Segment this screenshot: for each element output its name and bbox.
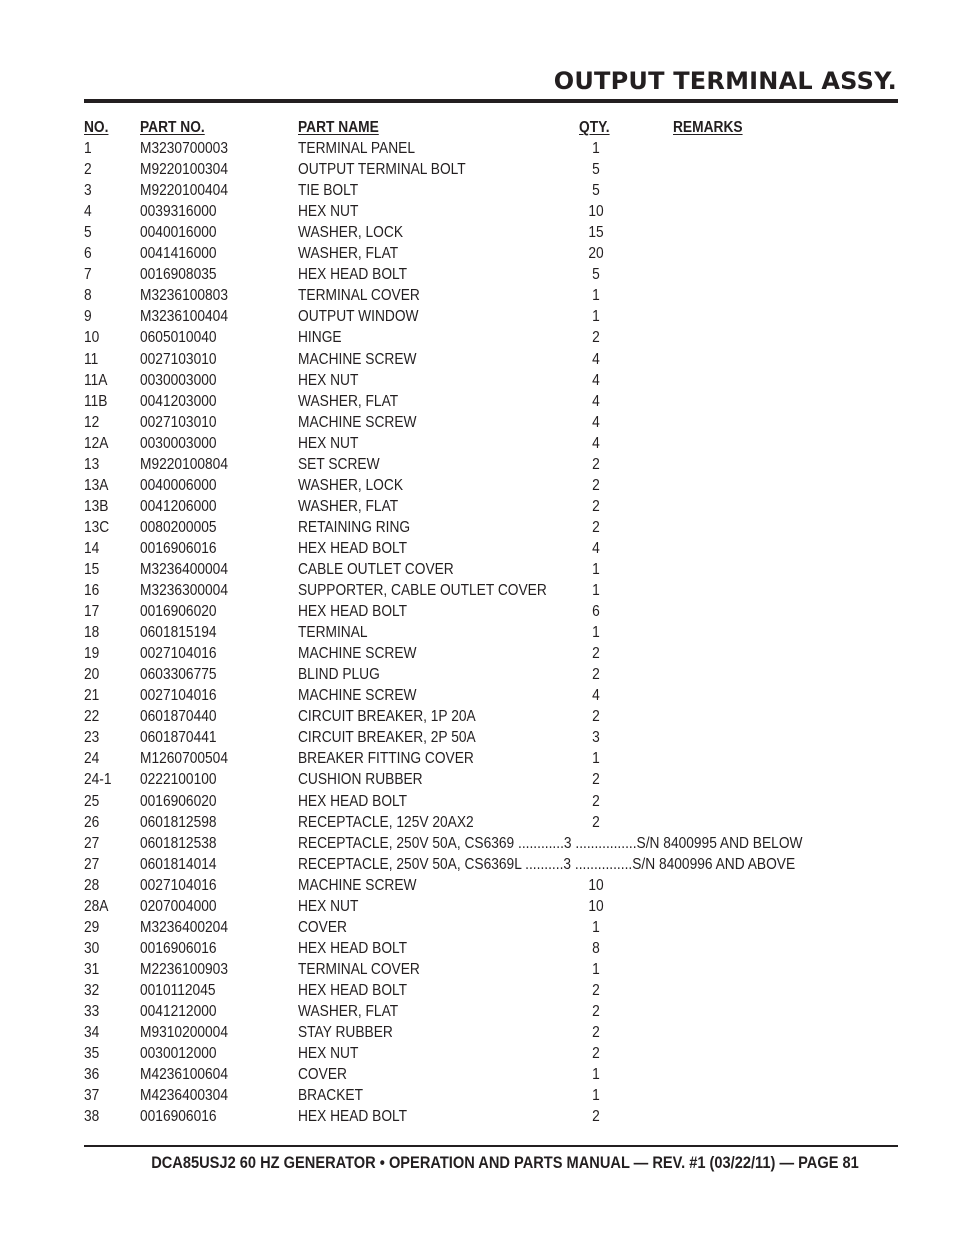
item-number: 38 xyxy=(84,1108,100,1126)
quantity: 2 xyxy=(592,455,600,473)
part-number: M3236400004 xyxy=(140,560,228,578)
quantity: 10 xyxy=(588,203,604,221)
quantity: 5 xyxy=(592,182,600,200)
part-name: WASHER, FLAT xyxy=(298,245,399,263)
item-number: 28 xyxy=(84,876,100,894)
quantity: 1 xyxy=(592,960,600,978)
item-number: 16 xyxy=(84,582,100,600)
part-number: M9220100804 xyxy=(140,455,228,473)
table-row xyxy=(84,833,884,854)
quantity: 2 xyxy=(592,1108,600,1126)
item-number: 13B xyxy=(84,497,109,515)
part-number: 0601870441 xyxy=(140,729,217,747)
quantity: 2 xyxy=(592,666,600,684)
part-name: TIE BOLT xyxy=(298,182,359,200)
title-divider xyxy=(84,99,898,103)
part-name-with-remarks: RECEPTACLE, 250V 50A, CS6369L ..........3 ...............S/N 8400996 AND ABOVE xyxy=(298,855,796,873)
item-number: 12A xyxy=(84,434,109,452)
part-number: 0016906016 xyxy=(140,1108,217,1126)
part-name: RETAINING RING xyxy=(298,518,411,536)
part-name: WASHER, FLAT xyxy=(298,1002,399,1020)
part-name: TERMINAL COVER xyxy=(298,287,420,305)
quantity: 8 xyxy=(592,939,600,957)
item-number: 7 xyxy=(84,266,92,284)
part-name: MACHINE SCREW xyxy=(298,645,417,663)
quantity: 1 xyxy=(592,750,600,768)
item-number: 32 xyxy=(84,981,100,999)
item-number: 29 xyxy=(84,918,100,936)
part-number: M3236100404 xyxy=(140,308,228,326)
table-row xyxy=(84,201,884,222)
table-row xyxy=(84,1001,884,1022)
quantity: 6 xyxy=(592,603,600,621)
quantity: 2 xyxy=(592,329,600,347)
table-row xyxy=(84,706,884,727)
part-name: OUTPUT TERMINAL BOLT xyxy=(298,161,466,179)
part-name: HEX NUT xyxy=(298,434,359,452)
table-row xyxy=(84,138,884,159)
item-number: 24-1 xyxy=(84,771,112,789)
part-number: 0605010040 xyxy=(140,329,217,347)
table-row xyxy=(84,601,884,622)
quantity: 4 xyxy=(592,434,600,452)
part-number: 0601870440 xyxy=(140,708,217,726)
part-name: MACHINE SCREW xyxy=(298,687,417,705)
table-row xyxy=(84,538,884,559)
table-row xyxy=(84,327,884,348)
item-number: 33 xyxy=(84,1002,100,1020)
item-number: 37 xyxy=(84,1087,100,1105)
part-number: 0041203000 xyxy=(140,392,217,410)
part-name: HEX NUT xyxy=(298,897,359,915)
table-row xyxy=(84,243,884,264)
column-header-part-name: PART NAME xyxy=(298,119,379,136)
part-number: M1260700504 xyxy=(140,750,228,768)
item-number: 9 xyxy=(84,308,92,326)
quantity: 4 xyxy=(592,413,600,431)
part-number: M3236100803 xyxy=(140,287,228,305)
item-number: 6 xyxy=(84,245,92,263)
quantity: 2 xyxy=(592,813,600,831)
quantity: 2 xyxy=(592,771,600,789)
quantity: 2 xyxy=(592,1002,600,1020)
quantity: 5 xyxy=(592,266,600,284)
table-row xyxy=(84,412,884,433)
part-name: CIRCUIT BREAKER, 2P 50A xyxy=(298,729,476,747)
part-number: 0016906016 xyxy=(140,939,217,957)
table-row xyxy=(84,496,884,517)
part-number: M9310200004 xyxy=(140,1024,228,1042)
part-name-with-remarks: RECEPTACLE, 250V 50A, CS6369 ............3 ................S/N 8400995 AND BELOW xyxy=(298,834,803,852)
table-row xyxy=(84,643,884,664)
part-number: 0039316000 xyxy=(140,203,217,221)
part-number: 0041212000 xyxy=(140,1002,217,1020)
part-name: COVER xyxy=(298,1066,347,1084)
table-row xyxy=(84,938,884,959)
item-number: 35 xyxy=(84,1045,100,1063)
quantity: 4 xyxy=(592,392,600,410)
part-name: HINGE xyxy=(298,329,342,347)
quantity: 20 xyxy=(588,245,604,263)
part-name: BREAKER FITTING COVER xyxy=(298,750,474,768)
table-row xyxy=(84,854,884,875)
item-number: 34 xyxy=(84,1024,100,1042)
part-number: 0030012000 xyxy=(140,1045,217,1063)
part-number: 0016906020 xyxy=(140,792,217,810)
part-name: STAY RUBBER xyxy=(298,1024,393,1042)
quantity: 4 xyxy=(592,371,600,389)
quantity: 1 xyxy=(592,308,600,326)
part-name: HEX HEAD BOLT xyxy=(298,539,408,557)
table-row xyxy=(84,222,884,243)
part-name: TERMINAL xyxy=(298,624,368,642)
item-number: 27 xyxy=(84,834,100,852)
part-number: 0601814014 xyxy=(140,855,217,873)
quantity: 10 xyxy=(588,876,604,894)
part-name: RECEPTACLE, 125V 20AX2 xyxy=(298,813,474,831)
part-name: HEX HEAD BOLT xyxy=(298,1108,408,1126)
table-row xyxy=(84,1022,884,1043)
part-number: M3230700003 xyxy=(140,140,228,158)
item-number: 23 xyxy=(84,729,100,747)
part-number: 0027104016 xyxy=(140,645,217,663)
table-row xyxy=(84,748,884,769)
part-number: 0027103010 xyxy=(140,413,217,431)
item-number: 24 xyxy=(84,750,100,768)
item-number: 11A xyxy=(84,371,108,389)
part-name: TERMINAL PANEL xyxy=(298,140,415,158)
quantity: 4 xyxy=(592,350,600,368)
part-number: 0027104016 xyxy=(140,876,217,894)
item-number: 3 xyxy=(84,182,92,200)
table-body xyxy=(84,138,884,1127)
part-name: WASHER, LOCK xyxy=(298,224,404,242)
item-number: 12 xyxy=(84,413,100,431)
part-name: CABLE OUTLET COVER xyxy=(298,560,454,578)
column-header-part-no: PART NO. xyxy=(140,119,205,136)
part-name: MACHINE SCREW xyxy=(298,413,417,431)
item-number: 11 xyxy=(84,350,99,368)
item-number: 13A xyxy=(84,476,109,494)
quantity: 1 xyxy=(592,287,600,305)
table-row xyxy=(84,812,884,833)
quantity: 4 xyxy=(592,539,600,557)
item-number: 26 xyxy=(84,813,100,831)
item-number: 22 xyxy=(84,708,100,726)
part-number: M3236300004 xyxy=(140,582,228,600)
part-number: 0601812598 xyxy=(140,813,217,831)
item-number: 13 xyxy=(84,455,100,473)
table-row xyxy=(84,370,884,391)
table-row xyxy=(84,1085,884,1106)
item-number: 31 xyxy=(84,960,100,978)
item-number: 27 xyxy=(84,855,100,873)
quantity: 1 xyxy=(592,624,600,642)
part-number: 0030003000 xyxy=(140,371,217,389)
quantity: 2 xyxy=(592,792,600,810)
quantity: 2 xyxy=(592,981,600,999)
quantity: 3 xyxy=(592,729,600,747)
table-row xyxy=(84,622,884,643)
column-header-no: NO. xyxy=(84,119,109,136)
quantity: 1 xyxy=(592,1087,600,1105)
table-header-row xyxy=(84,117,884,138)
item-number: 8 xyxy=(84,287,92,305)
part-number: 0080200005 xyxy=(140,518,217,536)
item-number: 18 xyxy=(84,624,100,642)
part-name: COVER xyxy=(298,918,347,936)
item-number: 4 xyxy=(84,203,92,221)
table-row xyxy=(84,917,884,938)
table-row xyxy=(84,980,884,1001)
item-number: 10 xyxy=(84,329,100,347)
table-row xyxy=(84,685,884,706)
item-number: 14 xyxy=(84,539,100,557)
page-footer: DCA85USJ2 60 HZ GENERATOR • OPERATION AND PARTS MANUAL — REV. #1 (03/22/11) — PAGE 81 xyxy=(151,1153,859,1172)
quantity: 2 xyxy=(592,645,600,663)
table-row xyxy=(84,285,884,306)
column-header-remarks: REMARKS xyxy=(673,119,743,136)
part-number: M4236100604 xyxy=(140,1066,228,1084)
item-number: 30 xyxy=(84,939,100,957)
table-row xyxy=(84,896,884,917)
table-row xyxy=(84,769,884,790)
part-name: HEX NUT xyxy=(298,371,359,389)
part-name: WASHER, FLAT xyxy=(298,497,399,515)
quantity: 2 xyxy=(592,497,600,515)
table-row xyxy=(84,559,884,580)
part-number: M9220100304 xyxy=(140,161,228,179)
part-name: MACHINE SCREW xyxy=(298,876,417,894)
part-number: 0601815194 xyxy=(140,624,217,642)
part-name: SUPPORTER, CABLE OUTLET COVER xyxy=(298,582,547,600)
quantity: 1 xyxy=(592,140,600,158)
part-number: 0027104016 xyxy=(140,687,217,705)
part-name: HEX HEAD BOLT xyxy=(298,266,408,284)
table-row xyxy=(84,159,884,180)
quantity: 15 xyxy=(588,224,604,242)
table-row xyxy=(84,517,884,538)
part-name: HEX NUT xyxy=(298,203,359,221)
item-number: 17 xyxy=(84,603,100,621)
quantity: 2 xyxy=(592,1045,600,1063)
table-row xyxy=(84,664,884,685)
part-name: HEX HEAD BOLT xyxy=(298,603,408,621)
quantity: 2 xyxy=(592,518,600,536)
item-number: 19 xyxy=(84,645,100,663)
table-row xyxy=(84,1043,884,1064)
table-row xyxy=(84,959,884,980)
table-row xyxy=(84,1106,884,1127)
table-row xyxy=(84,580,884,601)
part-name: OUTPUT WINDOW xyxy=(298,308,419,326)
item-number: 20 xyxy=(84,666,100,684)
quantity: 1 xyxy=(592,918,600,936)
item-number: 21 xyxy=(84,687,100,705)
quantity: 1 xyxy=(592,560,600,578)
table-row xyxy=(84,264,884,285)
part-number: M9220100404 xyxy=(140,182,228,200)
item-number: 1 xyxy=(84,140,92,158)
table-row xyxy=(84,349,884,370)
part-name: CUSHION RUBBER xyxy=(298,771,423,789)
part-number: 0027103010 xyxy=(140,350,217,368)
table-row xyxy=(84,791,884,812)
item-number: 13C xyxy=(84,518,110,536)
part-number: 0040006000 xyxy=(140,476,217,494)
column-header-qty: QTY. xyxy=(579,119,610,136)
part-number: 0016908035 xyxy=(140,266,217,284)
part-number: M3236400204 xyxy=(140,918,228,936)
part-number: 0041206000 xyxy=(140,497,217,515)
part-number: 0016906016 xyxy=(140,539,217,557)
quantity: 2 xyxy=(592,708,600,726)
quantity: 1 xyxy=(592,1066,600,1084)
part-number: M2236100903 xyxy=(140,960,228,978)
parts-table xyxy=(84,117,884,1127)
table-row xyxy=(84,180,884,201)
part-name: HEX HEAD BOLT xyxy=(298,939,408,957)
part-number: 0010112045 xyxy=(140,981,216,999)
item-number: 25 xyxy=(84,792,100,810)
quantity: 10 xyxy=(588,897,604,915)
part-number: 0016906020 xyxy=(140,603,217,621)
quantity: 4 xyxy=(592,687,600,705)
part-number: M4236400304 xyxy=(140,1087,228,1105)
part-name: HEX HEAD BOLT xyxy=(298,792,408,810)
table-row xyxy=(84,454,884,475)
part-name: HEX HEAD BOLT xyxy=(298,981,408,999)
part-name: SET SCREW xyxy=(298,455,380,473)
table-row xyxy=(84,391,884,412)
part-number: 0041416000 xyxy=(140,245,217,263)
table-row xyxy=(84,475,884,496)
part-number: 0207004000 xyxy=(140,897,217,915)
table-row xyxy=(84,875,884,896)
table-row xyxy=(84,306,884,327)
quantity: 2 xyxy=(592,476,600,494)
page-title: OUTPUT TERMINAL ASSY. xyxy=(553,67,897,95)
part-name: TERMINAL COVER xyxy=(298,960,420,978)
part-name: WASHER, FLAT xyxy=(298,392,399,410)
part-number: 0222100100 xyxy=(140,771,217,789)
table-row xyxy=(84,433,884,454)
part-number: 0601812538 xyxy=(140,834,217,852)
item-number: 36 xyxy=(84,1066,100,1084)
quantity: 5 xyxy=(592,161,600,179)
part-name: CIRCUIT BREAKER, 1P 20A xyxy=(298,708,476,726)
part-name: WASHER, LOCK xyxy=(298,476,404,494)
item-number: 28A xyxy=(84,897,109,915)
part-number: 0040016000 xyxy=(140,224,217,242)
part-name: MACHINE SCREW xyxy=(298,350,417,368)
item-number: 2 xyxy=(84,161,92,179)
table-row xyxy=(84,727,884,748)
quantity: 1 xyxy=(592,582,600,600)
table-row xyxy=(84,1064,884,1085)
quantity: 2 xyxy=(592,1024,600,1042)
part-name: HEX NUT xyxy=(298,1045,359,1063)
item-number: 15 xyxy=(84,560,100,578)
item-number: 5 xyxy=(84,224,92,242)
part-name: BRACKET xyxy=(298,1087,363,1105)
part-number: 0603306775 xyxy=(140,666,217,684)
part-name: BLIND PLUG xyxy=(298,666,380,684)
part-number: 0030003000 xyxy=(140,434,217,452)
footer-divider xyxy=(84,1145,898,1147)
item-number: 11B xyxy=(84,392,108,410)
